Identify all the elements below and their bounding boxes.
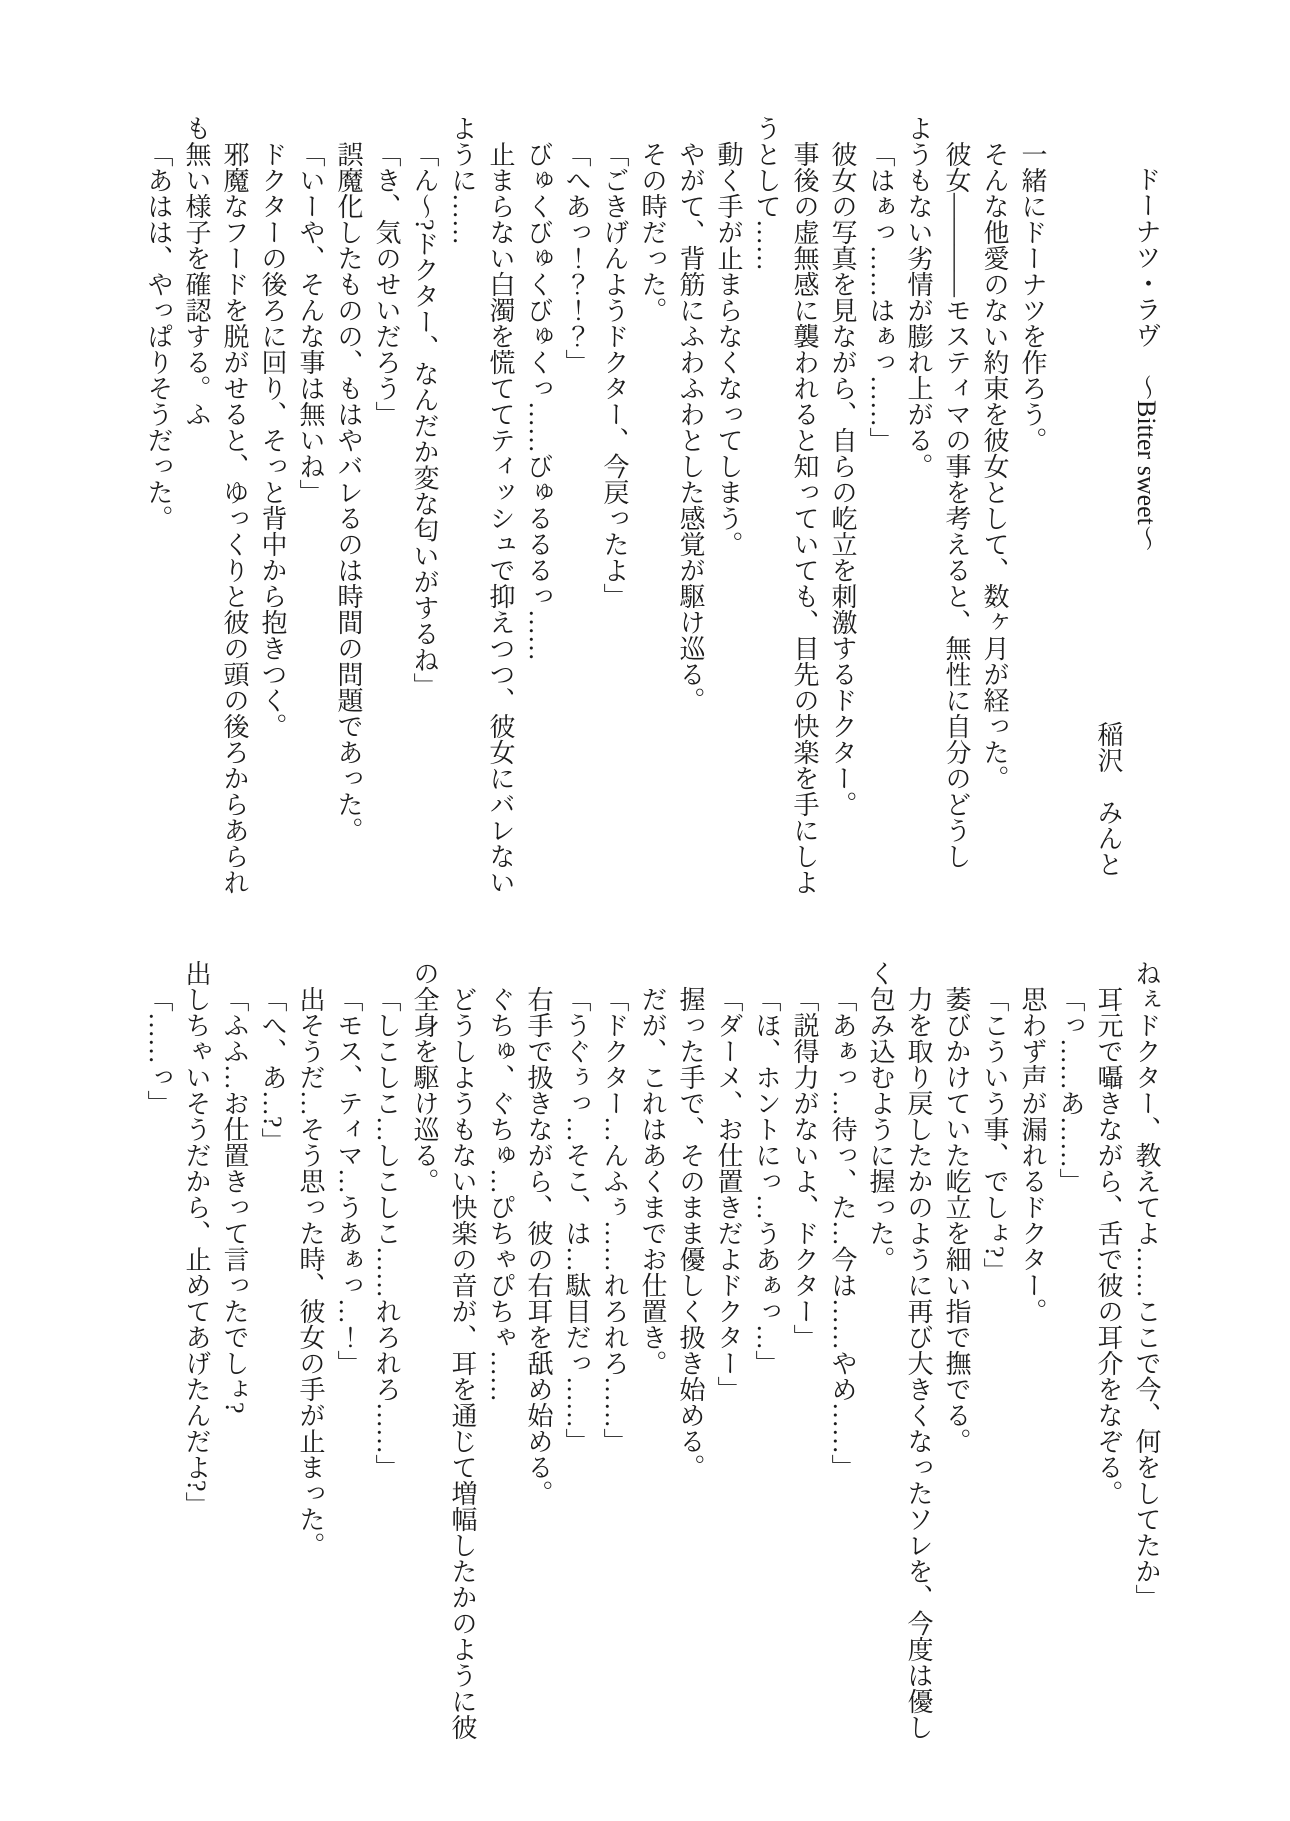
- page-bottom-section: [139, 960, 1165, 1760]
- text-column: 「モス、ティマ…うあぁっ…！」: [334, 986, 363, 1376]
- text-column: も無い様子を確認する。ふ: [182, 115, 211, 427]
- text-column: 「いーや、そんな事は無いね」: [296, 141, 325, 505]
- text-column: やがて、背筋にふわふわとした感覚が駆け巡る。: [676, 141, 705, 713]
- text-column: 「うぐぅっ…そこ、は…駄目だっ……」: [562, 986, 591, 1454]
- text-column: 出そうだ…そう思った時、彼女の手が止まった。: [296, 986, 325, 1558]
- text-column: そんな他愛のない約束を彼女として、数ヶ月が経った。: [980, 141, 1009, 791]
- text-column: 耳元で囁きながら、舌で彼の耳介をなぞる。: [1094, 986, 1123, 1506]
- text-column: びゅくびゅくびゅくっ……びゅるるるっ……: [524, 141, 553, 661]
- text-column: だが、これはあくまでお仕置き。: [638, 986, 667, 1376]
- text-column: 「へ、あ…?」: [258, 986, 287, 1154]
- text-column: 「ほ、ホントにっ…うあぁっ…」: [752, 986, 781, 1376]
- text-column: 「……っ」: [144, 986, 173, 1116]
- text-column: 萎びかけていた屹立を細い指で撫でる。: [942, 986, 971, 1454]
- text-column: 一緒にドーナツを作ろう。: [1018, 141, 1047, 453]
- text-column: その時だった。: [638, 141, 667, 323]
- text-column: どうしようもない快楽の音が、耳を通じて増幅したかのように彼: [448, 986, 477, 1740]
- text-column: 「き、気のせいだろう」: [372, 141, 401, 427]
- text-column: く包み込むように握った。: [866, 960, 895, 1272]
- text-column: 邪魔なフードを脱がせると、ゆっくりと彼の頭の後ろからあられ: [220, 141, 249, 895]
- text-column: 誤魔化したものの、もはやバレるのは時間の問題であった。: [334, 141, 363, 843]
- text-column: 「っ……あ……」: [1056, 986, 1085, 1194]
- text-column: 事後の虚無感に襲われると知っていても、目先の快楽を手にしよ: [790, 141, 819, 895]
- text-column: 「ん～?ドクター、なんだか変な匂いがするね」: [410, 141, 439, 699]
- text-column: 彼女の写真を見ながら、自らの屹立を刺激するドクター。: [828, 141, 857, 817]
- text-column: 出しちゃいそうだから、止めてあげたんだよ?」: [182, 960, 211, 1518]
- text-column: 「へあっ！？！？」: [562, 141, 591, 375]
- text-column: 力を取り戻したかのように再び大きくなったソレを、今度は優し: [904, 986, 933, 1740]
- text-column: 「ダーメ、お仕置きだよドクター」: [714, 986, 743, 1402]
- text-column: 「ふふ…お仕置きって言ったでしょ?: [220, 986, 249, 1414]
- text-column: 「説得力がないよ、ドクター」: [790, 986, 819, 1350]
- text-column: ドクターの後ろに回り、そっと背中から抱きつく。: [258, 141, 287, 739]
- story-title: ドーナツ・ラヴ ～Bitter sweet～: [1132, 166, 1161, 551]
- text-column: 「ドクター…んふぅ……れろれろ……」: [600, 986, 629, 1454]
- text-column: の全身を駆け巡る。: [410, 960, 439, 1194]
- text-column: 「しこしこ…しこしこ……れろれろ……」: [372, 986, 401, 1480]
- text-column: ようもない劣情が膨れ上がる。: [904, 115, 933, 479]
- text-column: 「こういう事、でしょ?」: [980, 986, 1009, 1284]
- text-column: 彼女――――モスティマの事を考えると、無性に自分のどうし: [942, 141, 971, 869]
- text-column: ぐちゅ、ぐちゅ…ぴちゃぴちゃ……: [486, 986, 515, 1402]
- author-name: 稲沢 みんと: [1094, 721, 1123, 877]
- page-top-section: [139, 115, 1165, 907]
- text-column: うとして……: [752, 115, 781, 271]
- text-column: 「ごきげんようドクター、今戻ったよ」: [600, 141, 629, 609]
- text-column: 「あはは、やっぱりそうだった。: [144, 141, 173, 531]
- text-column: ように……: [448, 115, 477, 245]
- text-column: 「あぁっ…待っ、た…今は……やめ……」: [828, 986, 857, 1480]
- text-column: 止まらない白濁を慌ててティッシュで抑えつつ、彼女にバレない: [486, 141, 515, 895]
- text-column: 握った手で、そのまま優しく扱き始める。: [676, 986, 705, 1480]
- text-column: 「はぁっ……はぁっ……」: [866, 141, 895, 453]
- text-column: ねぇドクター、教えてよ……ここで今、何をしてたか」: [1132, 960, 1161, 1610]
- text-column: 動く手が止まらなくなってしまう。: [714, 141, 743, 557]
- text-column: 右手で扱きながら、彼の右耳を舐め始める。: [524, 986, 553, 1506]
- text-column: 思わず声が漏れるドクター。: [1018, 986, 1047, 1324]
